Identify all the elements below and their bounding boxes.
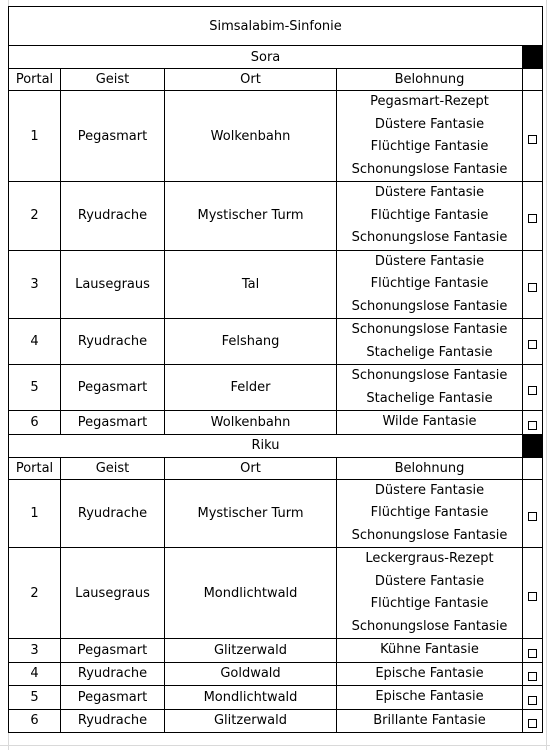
portal-cell[interactable]: 5 <box>9 365 61 411</box>
checkbox-cell[interactable] <box>523 319 543 365</box>
reward-item: Epische Fantasie <box>375 689 484 704</box>
geist-cell[interactable]: Ryudrache <box>61 709 165 733</box>
geist-cell[interactable]: Ryudrache <box>61 319 165 365</box>
table-row <box>9 319 543 365</box>
geist-cell[interactable]: Lausegraus <box>61 250 165 319</box>
ort-cell[interactable]: Mondlichtwald <box>165 686 337 710</box>
geist-cell[interactable]: Pegasmart <box>61 365 165 411</box>
geist-cell[interactable]: Ryudrache <box>61 182 165 251</box>
checkbox-cell[interactable] <box>523 250 543 319</box>
header-empty[interactable] <box>523 69 543 91</box>
ort-cell[interactable]: Wolkenbahn <box>165 91 337 182</box>
section-title[interactable]: Riku <box>9 434 523 457</box>
portal-cell[interactable]: 2 <box>9 182 61 251</box>
portal-cell[interactable]: 6 <box>9 709 61 733</box>
header-portal[interactable]: Portal <box>9 69 61 91</box>
belohnung-cell[interactable] <box>337 365 523 411</box>
ort-cell[interactable]: Felshang <box>165 319 337 365</box>
geist-cell[interactable]: Ryudrache <box>61 662 165 686</box>
checkbox-icon[interactable] <box>528 340 537 349</box>
belohnung-cell[interactable] <box>337 250 523 319</box>
belohnung-cell[interactable] <box>337 319 523 365</box>
header-belohnung[interactable]: Belohnung <box>337 457 523 479</box>
column-header-row <box>9 69 543 91</box>
checkbox-cell[interactable] <box>523 548 543 639</box>
reward-item: Leckergraus-Rezept <box>365 551 494 566</box>
geist-cell[interactable]: Pegasmart <box>61 686 165 710</box>
table-row <box>9 709 543 733</box>
portal-cell[interactable]: 1 <box>9 479 61 548</box>
table-row <box>9 411 543 435</box>
reward-item: Epische Fantasie <box>375 665 484 681</box>
checkbox-cell[interactable] <box>523 182 543 251</box>
reward-item: Flüchtige Fantasie <box>370 596 489 611</box>
section-header-row <box>9 434 543 457</box>
belohnung-cell[interactable] <box>337 686 523 710</box>
ort-cell[interactable]: Tal <box>165 250 337 319</box>
checkbox-icon[interactable] <box>528 135 537 144</box>
geist-cell[interactable]: Pegasmart <box>61 91 165 182</box>
reward-item: Düstere Fantasie <box>374 482 485 498</box>
belohnung-cell[interactable] <box>337 182 523 251</box>
portal-cell[interactable]: 4 <box>9 662 61 686</box>
header-portal[interactable]: Portal <box>9 457 61 479</box>
reward-item: Flüchtige Fantasie <box>370 276 489 291</box>
checkbox-icon[interactable] <box>528 696 537 705</box>
ort-cell[interactable]: Glitzerwald <box>165 639 337 663</box>
checkbox-cell[interactable] <box>523 709 543 733</box>
reward-item: Düstere Fantasie <box>374 116 485 132</box>
reward-item: Flüchtige Fantasie <box>370 139 489 154</box>
portal-cell[interactable]: 2 <box>9 548 61 639</box>
header-ort[interactable]: Ort <box>165 69 337 91</box>
reward-item: Schonungslose Fantasie <box>351 618 508 634</box>
ort-cell[interactable]: Wolkenbahn <box>165 411 337 435</box>
header-belohnung[interactable]: Belohnung <box>337 69 523 91</box>
section-marker <box>523 46 543 69</box>
checkbox-icon[interactable] <box>528 672 537 681</box>
table-row <box>9 662 543 686</box>
belohnung-cell[interactable] <box>337 411 523 435</box>
table-row <box>9 91 543 182</box>
belohnung-cell[interactable] <box>337 479 523 548</box>
checkbox-cell[interactable] <box>523 686 543 710</box>
gridline <box>546 0 547 750</box>
portal-cell[interactable]: 1 <box>9 91 61 182</box>
reward-item: Stachelige Fantasie <box>366 344 493 360</box>
reward-item: Düstere Fantasie <box>374 253 485 269</box>
reward-item: Schonungslose Fantasie <box>351 161 508 177</box>
reward-item: Düstere Fantasie <box>374 185 485 200</box>
reward-item: Kühne Fantasie <box>380 642 479 657</box>
checkbox-icon[interactable] <box>528 421 537 430</box>
checkbox-icon[interactable] <box>528 649 537 658</box>
belohnung-cell[interactable] <box>337 91 523 182</box>
belohnung-cell[interactable] <box>337 548 523 639</box>
checkbox-icon[interactable] <box>528 592 537 601</box>
reward-item: Flüchtige Fantasie <box>370 207 489 223</box>
table-row <box>9 479 543 548</box>
rewards-table <box>8 6 543 733</box>
checkbox-cell[interactable] <box>523 662 543 686</box>
checkbox-cell[interactable] <box>523 365 543 411</box>
gridline <box>0 745 550 746</box>
checkbox-cell[interactable] <box>523 411 543 435</box>
ort-cell[interactable]: Glitzerwald <box>165 709 337 733</box>
ort-cell[interactable]: Goldwald <box>165 662 337 686</box>
reward-item: Schonungslose Fantasie <box>351 368 508 383</box>
reward-item: Schonungslose Fantasie <box>351 230 508 245</box>
checkbox-cell[interactable] <box>523 479 543 548</box>
section-marker <box>523 434 543 457</box>
reward-item: Schonungslose Fantasie <box>351 322 508 337</box>
geist-cell[interactable]: Ryudrache <box>61 479 165 548</box>
header-ort[interactable]: Ort <box>165 457 337 479</box>
checkbox-cell[interactable] <box>523 639 543 663</box>
portal-cell[interactable]: 3 <box>9 250 61 319</box>
reward-item: Flüchtige Fantasie <box>370 505 489 520</box>
ort-cell[interactable]: Mystischer Turm <box>165 479 337 548</box>
table-row <box>9 639 543 663</box>
belohnung-cell[interactable] <box>337 639 523 663</box>
reward-item: Wilde Fantasie <box>382 414 477 429</box>
table-row <box>9 686 543 710</box>
portal-cell[interactable]: 6 <box>9 411 61 435</box>
section-title[interactable]: Sora <box>9 46 523 69</box>
portal-cell[interactable]: 4 <box>9 319 61 365</box>
column-header-row <box>9 457 543 479</box>
ort-cell[interactable]: Mystischer Turm <box>165 182 337 251</box>
geist-cell[interactable]: Pegasmart <box>61 639 165 663</box>
table-row <box>9 182 543 251</box>
sheet-title[interactable]: Simsalabim-Sinfonie <box>9 7 543 46</box>
ort-cell[interactable]: Felder <box>165 365 337 411</box>
ort-cell[interactable]: Mondlichtwald <box>165 548 337 639</box>
header-geist[interactable]: Geist <box>61 69 165 91</box>
belohnung-cell[interactable] <box>337 662 523 686</box>
checkbox-icon[interactable] <box>528 512 537 521</box>
table-row <box>9 250 543 319</box>
reward-item: Schonungslose Fantasie <box>351 298 508 314</box>
reward-item: Schonungslose Fantasie <box>351 527 508 543</box>
geist-cell[interactable]: Lausegraus <box>61 548 165 639</box>
reward-item: Pegasmart-Rezept <box>370 94 489 109</box>
checkbox-icon[interactable] <box>528 214 537 223</box>
portal-cell[interactable]: 5 <box>9 686 61 710</box>
table-row <box>9 548 543 639</box>
portal-cell[interactable]: 3 <box>9 639 61 663</box>
checkbox-icon[interactable] <box>528 386 537 395</box>
section-header-row <box>9 46 543 69</box>
header-empty[interactable] <box>523 457 543 479</box>
reward-item: Stachelige Fantasie <box>366 390 493 406</box>
table-row <box>9 365 543 411</box>
checkbox-icon[interactable] <box>528 719 537 728</box>
reward-item: Brillante Fantasie <box>373 712 486 728</box>
belohnung-cell[interactable] <box>337 709 523 733</box>
checkbox-cell[interactable] <box>523 91 543 182</box>
geist-cell[interactable]: Pegasmart <box>61 411 165 435</box>
reward-item: Düstere Fantasie <box>374 573 485 589</box>
header-geist[interactable]: Geist <box>61 457 165 479</box>
checkbox-icon[interactable] <box>528 283 537 292</box>
